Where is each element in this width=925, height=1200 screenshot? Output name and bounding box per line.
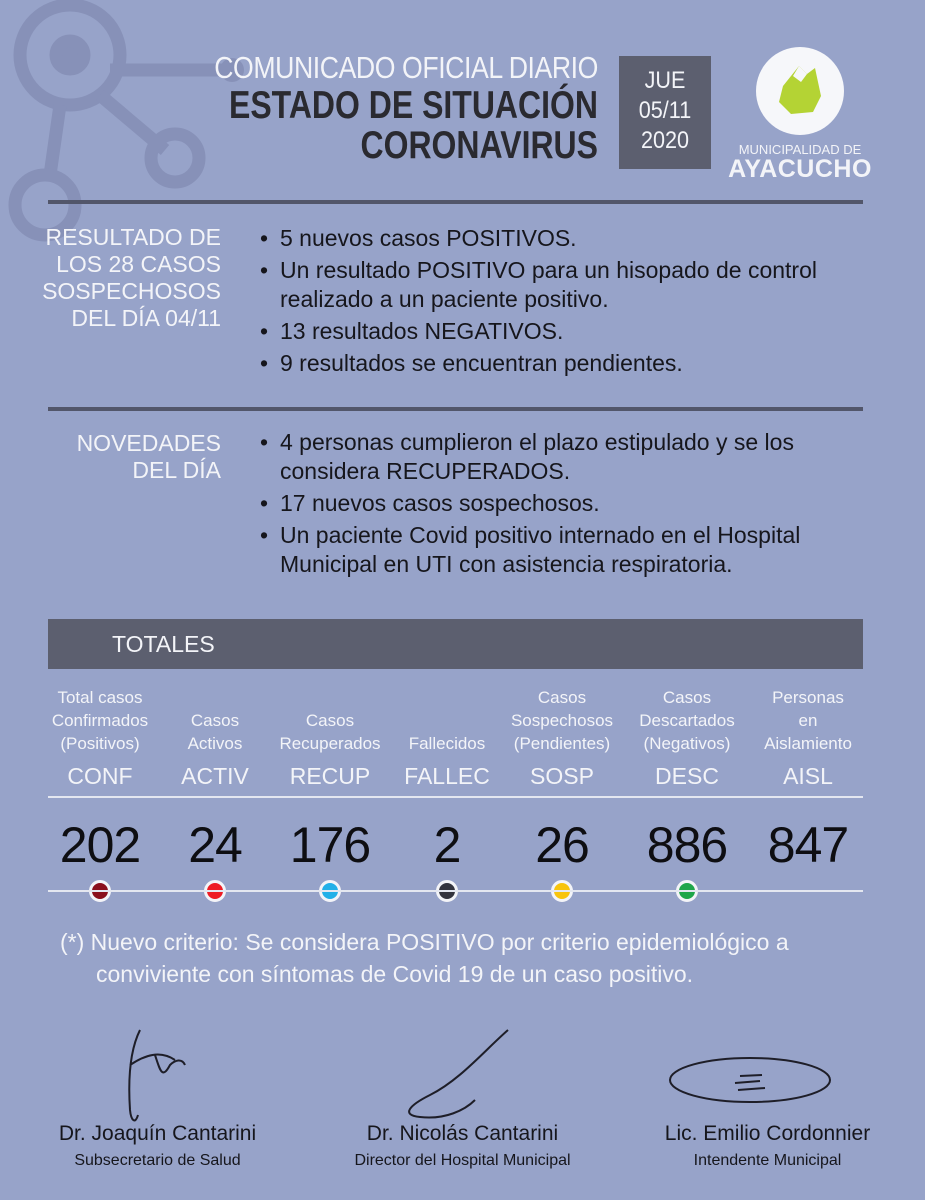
date-year: 2020 <box>640 127 690 154</box>
stat-description-line: Confirmados <box>51 711 149 730</box>
stat-description <box>40 686 160 755</box>
section1-label <box>42 224 221 332</box>
section2-label-line: NOVEDADES <box>76 430 221 456</box>
list-item: • 9 resultados se encuentran pendientes. <box>258 349 858 378</box>
stat-description-line: Personas <box>772 688 844 707</box>
stat-value: 202 <box>59 817 141 873</box>
section1-bullets <box>258 224 858 381</box>
stat-description-line: Casos <box>537 688 587 707</box>
stat-description-line: Descartados <box>639 711 735 730</box>
divider <box>48 200 863 204</box>
list-item: • Un paciente Covid positivo internado en el Hospital Municipal en UTI con asistencia respiratoria. <box>258 521 858 579</box>
footnote-line-1: (*) Nuevo criterio: Se considera POSITIVO por criterio epidemiológico a <box>60 929 789 955</box>
stat-abbreviation: DESC <box>655 763 719 789</box>
signature-3-icon <box>660 1048 840 1118</box>
header-title <box>148 50 598 166</box>
stat-description-line: (Pendientes) <box>513 734 611 753</box>
stat-abbreviation: AISL <box>783 763 833 789</box>
stat-description-line: Casos <box>305 711 355 730</box>
section1-label-line: RESULTADO DE <box>45 224 221 250</box>
section1-label-line: LOS 28 CASOS <box>56 251 221 277</box>
stat-description-line: en <box>798 711 818 730</box>
signature-block-1 <box>55 1120 260 1170</box>
municipality-emblem-icon <box>755 46 845 136</box>
stat-description <box>270 686 390 755</box>
stat-description <box>627 686 747 755</box>
header-line-3: CORONAVIRUS <box>360 124 598 167</box>
stat-description-line: (Positivos) <box>60 734 140 753</box>
date-box <box>619 56 711 169</box>
stat-value: 26 <box>535 817 589 873</box>
stat-description <box>748 686 868 755</box>
totals-header: TOTALES <box>48 619 863 669</box>
stat-value: 24 <box>188 817 242 873</box>
list-item: • 13 resultados NEGATIVOS. <box>258 317 858 346</box>
stat-abbreviation: SOSP <box>530 763 594 789</box>
signer-role: Intendente Municipal <box>693 1152 842 1169</box>
stat-abbreviation: FALLEC <box>404 763 490 789</box>
stat-description-line: Sospechosos <box>510 711 614 730</box>
stat-value: 2 <box>433 817 461 873</box>
stat-activ <box>155 686 275 874</box>
stat-description-line: Recuperados <box>279 734 381 753</box>
stat-fallec <box>387 686 507 874</box>
date-date: 05/11 <box>638 97 692 124</box>
signature-1-icon <box>100 1020 210 1130</box>
stat-abbreviation: ACTIV <box>181 763 249 789</box>
signer-name: Lic. Emilio Cordonnier <box>664 1122 871 1145</box>
section1-label-line: DEL DÍA 04/11 <box>71 305 221 331</box>
stat-value: 176 <box>289 817 371 873</box>
stat-value: 886 <box>646 817 728 873</box>
date-day: JUE <box>644 67 686 94</box>
stat-description-line: (Negativos) <box>643 734 731 753</box>
stat-description-line: Aislamiento <box>764 734 852 753</box>
signer-name: Dr. Nicolás Cantarini <box>366 1122 559 1145</box>
stat-description <box>502 686 622 755</box>
signer-name: Dr. Joaquín Cantarini <box>58 1122 257 1145</box>
section2-bullets <box>258 428 858 582</box>
stat-desc <box>627 686 747 874</box>
stat-sosp <box>502 686 622 874</box>
stat-description <box>155 686 275 755</box>
stat-recup <box>270 686 390 874</box>
signature-2-icon <box>390 1025 520 1125</box>
stat-aisl <box>748 686 868 874</box>
stat-conf <box>40 686 160 874</box>
section2-label <box>77 430 221 484</box>
municipality-logo <box>725 46 875 181</box>
section2-label-line: DEL DÍA <box>132 457 221 483</box>
stat-abbreviation: RECUP <box>289 763 371 789</box>
dots-line <box>48 890 863 892</box>
stat-description-line: Fallecidos <box>408 734 486 753</box>
list-item: • Un resultado POSITIVO para un hisopado de control realizado a un paciente positivo. <box>258 256 858 314</box>
footnote <box>60 926 860 990</box>
section1-label-line: SOSPECHOSOS <box>42 278 221 304</box>
signature-block-3 <box>660 1120 875 1170</box>
header-line-1: COMUNICADO OFICIAL DIARIO <box>214 50 598 85</box>
list-item: • 5 nuevos casos POSITIVOS. <box>258 224 858 253</box>
logo-line-1: MUNICIPALIDAD DE <box>738 142 862 157</box>
divider <box>48 407 863 411</box>
signer-role: Director del Hospital Municipal <box>354 1152 571 1169</box>
stat-description-line: Casos <box>190 711 240 730</box>
stat-value: 847 <box>767 817 849 873</box>
signature-block-2 <box>330 1120 595 1170</box>
list-item: • 17 nuevos casos sospechosos. <box>258 489 858 518</box>
footnote-line-2: conviviente con síntomas de Covid 19 de un caso positivo. <box>96 961 694 987</box>
stat-description-line: Activos <box>187 734 243 753</box>
stat-description-line: Casos <box>662 688 712 707</box>
list-item: • 4 personas cumplieron el plazo estipulado y se los considera RECUPERADOS. <box>258 428 858 486</box>
stat-description-line: Total casos <box>57 688 143 707</box>
signer-role: Subsecretario de Salud <box>74 1152 241 1169</box>
stat-abbreviation: CONF <box>67 763 133 789</box>
divider <box>48 796 863 798</box>
stat-description <box>387 686 507 755</box>
logo-line-2: AYACUCHO <box>728 155 872 183</box>
header-line-2: ESTADO DE SITUACIÓN <box>229 84 598 127</box>
